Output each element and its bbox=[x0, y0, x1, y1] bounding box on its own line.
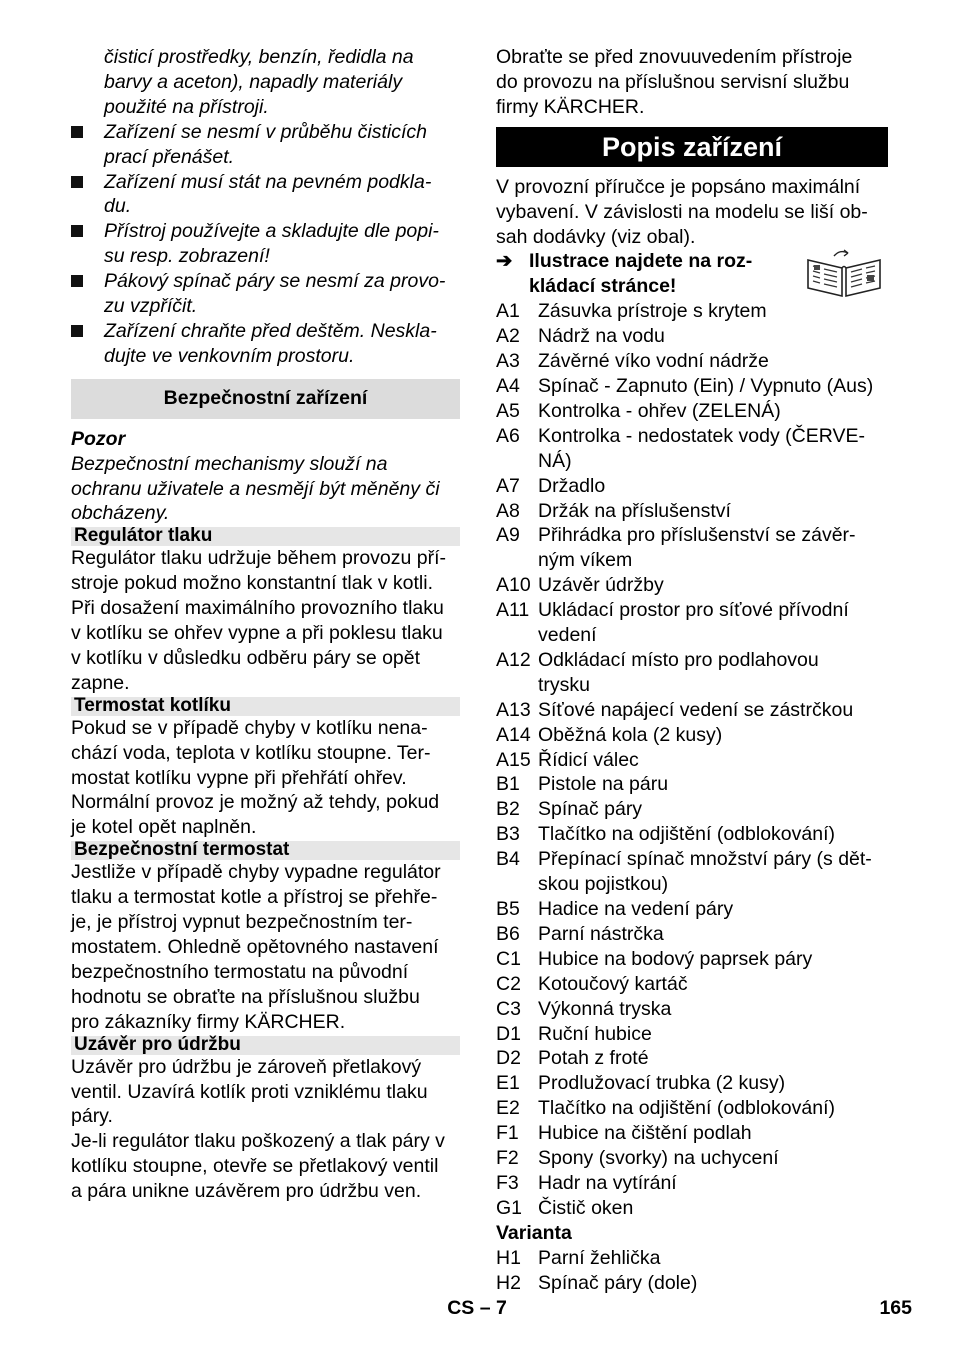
text-line: firmy KÄRCHER. bbox=[496, 95, 645, 118]
section-heading-pressure-regulator: Regulátor tlaku bbox=[71, 527, 460, 546]
text-line: Obraťte se před znovuuvedením přístroje bbox=[496, 46, 853, 68]
text-line: Zásuvka prístroje s krytem bbox=[538, 300, 767, 323]
text-line: Parní nástrčka bbox=[538, 922, 664, 945]
text-line: stroje pokud možno konstantní tlak v kotli. bbox=[71, 572, 434, 595]
text-line: kládací stránce! bbox=[529, 275, 677, 298]
item-code: C2 bbox=[496, 972, 521, 995]
caution-label: Pozor bbox=[71, 427, 126, 450]
list-item bbox=[496, 598, 888, 648]
item-code: B1 bbox=[496, 773, 520, 796]
text-line: Přepínací spínač množství páry (s dět- bbox=[538, 848, 872, 871]
list-item bbox=[496, 947, 888, 972]
item-code: D1 bbox=[496, 1022, 521, 1045]
text-line: Ilustrace najdete na roz- bbox=[529, 250, 753, 273]
item-code: A15 bbox=[496, 748, 531, 771]
item-code: A7 bbox=[496, 474, 520, 497]
item-code: H1 bbox=[496, 1246, 521, 1269]
open-book-icon bbox=[804, 248, 884, 298]
list-item bbox=[496, 797, 888, 822]
right-intro bbox=[496, 45, 888, 120]
text-line: Ukládací prostor pro síťové přívodní bbox=[538, 599, 849, 622]
text-line: zapne. bbox=[71, 671, 130, 694]
text-line: Jestliže v případě chyby vypadne regulátor bbox=[71, 861, 441, 884]
item-code: F2 bbox=[496, 1147, 519, 1170]
list-item bbox=[496, 523, 888, 573]
text-line: do provozu na příslušnou servisní službu bbox=[496, 70, 850, 93]
bullet-item bbox=[71, 319, 460, 369]
text-line: bezpečnostního termostatu na původní bbox=[71, 960, 409, 983]
item-code: C3 bbox=[496, 997, 521, 1020]
text-line: Držadlo bbox=[538, 474, 606, 497]
item-code: F3 bbox=[496, 1171, 519, 1194]
square-bullet-icon bbox=[71, 176, 83, 188]
list-item bbox=[496, 349, 888, 374]
text-line: Normální provoz je možný až tehdy, pokud bbox=[71, 791, 440, 814]
list-item bbox=[496, 772, 888, 797]
text-line: Spínač - Zapnuto (Ein) / Vypnuto (Aus) bbox=[538, 374, 874, 397]
square-bullet-icon bbox=[71, 275, 83, 287]
item-code: B4 bbox=[496, 848, 520, 871]
text-line: sah dodávky (viz obal). bbox=[496, 225, 696, 248]
text-line: ventil. Uzavírá kotlík proti vzniklému tlaku bbox=[71, 1080, 428, 1103]
item-code: G1 bbox=[496, 1196, 523, 1219]
item-code: D2 bbox=[496, 1047, 521, 1070]
item-code: B2 bbox=[496, 798, 520, 821]
list-item bbox=[496, 374, 888, 399]
list-item bbox=[496, 748, 888, 773]
text-line: Oběžná kola (2 kusy) bbox=[538, 723, 723, 746]
text-line: dujte ve venkovním prostoru. bbox=[104, 344, 355, 367]
square-bullet-icon bbox=[71, 225, 83, 237]
text-line: Čistič oken bbox=[538, 1196, 634, 1219]
text-line: Pistole na páru bbox=[538, 773, 669, 796]
text-line: vybavení. V závislosti na modelu se liší ob- bbox=[496, 200, 868, 223]
item-code: A2 bbox=[496, 325, 520, 348]
variant-label: Varianta bbox=[496, 1221, 572, 1244]
text-line: použité na přístroji. bbox=[104, 95, 269, 118]
text-line: hodnotu se obraťte na příslušnou službu bbox=[71, 985, 420, 1008]
text-line: Řídicí válec bbox=[538, 748, 639, 771]
list-item bbox=[496, 847, 888, 897]
section-heading-maintenance-cap: Uzávěr pro údržbu bbox=[71, 1036, 460, 1055]
text-line: Nádrž na vodu bbox=[538, 325, 665, 348]
list-item bbox=[496, 972, 888, 997]
item-code: A6 bbox=[496, 424, 520, 447]
list-item bbox=[496, 1171, 888, 1196]
text-line: barvy a aceton), napadly materiály bbox=[104, 70, 403, 93]
text-line: chází voda, teplota v kotlíku stoupne. Ter- bbox=[71, 741, 431, 764]
bullet-item bbox=[71, 219, 460, 269]
text-line: páry. bbox=[71, 1105, 113, 1128]
text-line: zu vzpříčit. bbox=[104, 295, 198, 318]
square-bullet-icon bbox=[71, 126, 83, 138]
arrow-right-icon: ➔ bbox=[496, 250, 513, 273]
text-line: Uzávěr pro údržbu je zároveň přetlakový bbox=[71, 1055, 422, 1078]
item-code: H2 bbox=[496, 1271, 521, 1294]
text-line: Síťové napájecí vedení se zástrčkou bbox=[538, 698, 854, 721]
section-heading-safety-thermostat: Bezpečnostní termostat bbox=[71, 841, 460, 860]
text-line: Výkonná tryska bbox=[538, 997, 672, 1020]
item-code: F1 bbox=[496, 1122, 519, 1145]
text-line: je, je přístroj vypnut bezpečnostním ter- bbox=[71, 911, 413, 934]
right-column bbox=[496, 45, 888, 1296]
list-item bbox=[496, 1046, 888, 1071]
item-code: A13 bbox=[496, 698, 531, 721]
text-line: Regulátor tlaku udržuje během provozu pří- bbox=[71, 547, 447, 570]
list-item bbox=[496, 399, 888, 424]
text-line: pro zákazníky firmy KÄRCHER. bbox=[71, 1010, 346, 1033]
bullet-item bbox=[71, 120, 460, 170]
text-line: Ruční hubice bbox=[538, 1022, 652, 1045]
list-item bbox=[496, 1071, 888, 1096]
list-item bbox=[496, 1196, 888, 1221]
variant-list bbox=[496, 1246, 888, 1296]
list-item bbox=[496, 299, 888, 324]
left-column bbox=[71, 45, 460, 1204]
left-intro bbox=[71, 45, 460, 120]
text-line: Spínač páry bbox=[538, 798, 643, 821]
text-line: Bezpečnostní mechanismy slouží na bbox=[71, 452, 388, 475]
list-item bbox=[496, 897, 888, 922]
text-line: mostat kotlíku vypne při přehřátí ohřev. bbox=[71, 766, 407, 789]
item-code: A12 bbox=[496, 648, 531, 671]
text-line: kotlíku stoupne, otevře se přetlakový ventil bbox=[71, 1155, 439, 1178]
text-line: je kotel opět naplněn. bbox=[71, 816, 257, 839]
list-item bbox=[496, 1096, 888, 1121]
text-line: obcházeny. bbox=[71, 502, 170, 525]
item-code: E2 bbox=[496, 1097, 520, 1120]
device-description-text bbox=[496, 175, 888, 250]
item-code: A10 bbox=[496, 574, 531, 597]
text-line: v kotlíku se ohřev vypne a při poklesu tlaku bbox=[71, 622, 443, 645]
item-code: A1 bbox=[496, 300, 520, 323]
list-item bbox=[496, 324, 888, 349]
list-item bbox=[496, 1271, 888, 1296]
section-body-pressure-regulator bbox=[71, 546, 460, 695]
item-code: A14 bbox=[496, 723, 531, 746]
text-line: Kontrolka - ohřev (ZELENÁ) bbox=[538, 399, 781, 422]
text-line: Přihrádka pro příslušenství se závěr- bbox=[538, 524, 856, 547]
bullet-item bbox=[71, 269, 460, 319]
list-item bbox=[496, 648, 888, 698]
text-line: Při dosažení maximálního provozního tlaku bbox=[71, 597, 444, 620]
text-line: Zařízení musí stát na pevném podkla- bbox=[104, 170, 432, 193]
text-line: Kotoučový kartáč bbox=[538, 972, 688, 995]
text-line: Odkládací místo pro podlahovou bbox=[538, 648, 819, 671]
list-item bbox=[496, 424, 888, 474]
list-item bbox=[496, 573, 888, 598]
list-item bbox=[496, 822, 888, 847]
list-item bbox=[496, 698, 888, 723]
text-line: skou pojistkou) bbox=[538, 873, 669, 896]
safety-bullet-list bbox=[71, 120, 460, 369]
safety-devices-heading: Bezpečnostní zařízení bbox=[71, 379, 460, 419]
caution-text bbox=[71, 452, 460, 527]
page-footer-label: CS – 7 bbox=[447, 1297, 507, 1319]
item-code: A9 bbox=[496, 524, 520, 547]
text-line: Hubice na bodový paprsek páry bbox=[538, 947, 813, 970]
text-line: ným víkem bbox=[538, 549, 633, 572]
text-line: NÁ) bbox=[538, 449, 572, 472]
text-line: Tlačítko na odjištění (odblokování) bbox=[538, 823, 835, 846]
text-line: a pára unikne uzávěrem pro údržbu ven. bbox=[71, 1180, 422, 1203]
item-code: A8 bbox=[496, 499, 520, 522]
text-line: Potah z froté bbox=[538, 1047, 649, 1070]
item-code: A3 bbox=[496, 350, 520, 373]
text-line: Tlačítko na odjištění (odblokování) bbox=[538, 1097, 835, 1120]
text-line: Závěrné víko vodní nádrže bbox=[538, 350, 769, 373]
section-body-safety-thermostat bbox=[71, 860, 460, 1034]
text-line: V provozní příručce je popsáno maximální bbox=[496, 175, 861, 198]
text-line: Přístroj používejte a skladujte dle popi- bbox=[104, 220, 439, 243]
text-line: mostatem. Ohledně opětovného nastavení bbox=[71, 936, 439, 958]
component-list bbox=[496, 299, 888, 1221]
text-line: Kontrolka - nedostatek vody (ČERVE- bbox=[538, 424, 865, 447]
text-line: Zařízení chraňte před deštěm. Neskla- bbox=[104, 319, 437, 342]
list-item bbox=[496, 1022, 888, 1047]
text-line: prací přenášet. bbox=[104, 145, 235, 168]
list-item bbox=[496, 1146, 888, 1171]
item-code: A4 bbox=[496, 374, 520, 397]
item-code: B3 bbox=[496, 823, 520, 846]
text-line: Držák na příslušenství bbox=[538, 499, 731, 522]
item-code: B6 bbox=[496, 922, 520, 945]
text-line: v kotlíku v důsledku odběru páry se opět bbox=[71, 646, 421, 669]
item-code: C1 bbox=[496, 947, 521, 970]
item-code: A11 bbox=[496, 599, 530, 622]
text-line: Zařízení se nesmí v průběhu čisticích bbox=[104, 120, 427, 143]
device-description-title: Popis zařízení bbox=[496, 127, 888, 167]
list-item bbox=[496, 997, 888, 1022]
text-line: su resp. zobrazení! bbox=[104, 245, 270, 268]
section-body-boiler-thermostat bbox=[71, 716, 460, 841]
text-line: tlaku a termostat kotle a přístroj se přehře- bbox=[71, 886, 438, 909]
list-item bbox=[496, 1121, 888, 1146]
list-item bbox=[496, 922, 888, 947]
text-line: Hubice na čištění podlah bbox=[538, 1122, 752, 1145]
text-line: Hadr na vytírání bbox=[538, 1171, 677, 1194]
text-line: čisticí prostředky, benzín, ředidla na bbox=[104, 46, 414, 68]
text-line: vedení bbox=[538, 624, 597, 647]
text-line: Prodlužovací trubka (2 kusy) bbox=[538, 1072, 786, 1095]
text-line: Uzávěr údržby bbox=[538, 574, 664, 597]
text-line: Parní žehlička bbox=[538, 1246, 661, 1269]
square-bullet-icon bbox=[71, 325, 83, 337]
list-item bbox=[496, 723, 888, 748]
text-line: du. bbox=[104, 195, 132, 218]
text-line: trysku bbox=[538, 673, 591, 696]
item-code: E1 bbox=[496, 1072, 520, 1095]
text-line: Spony (svorky) na uchycení bbox=[538, 1147, 779, 1170]
item-code: B5 bbox=[496, 898, 520, 920]
text-line: Pokud se v případě chyby v kotlíku nena- bbox=[71, 716, 428, 739]
text-line: ochranu uživatele a nesmějí být měněny či bbox=[71, 477, 440, 500]
page-number: 165 bbox=[879, 1297, 912, 1319]
text-line: Pákový spínač páry se nesmí za provo- bbox=[104, 270, 446, 293]
bullet-item bbox=[71, 170, 460, 220]
section-body-maintenance-cap bbox=[71, 1055, 460, 1204]
list-item bbox=[496, 499, 888, 524]
list-item bbox=[496, 1246, 888, 1271]
text-line: Hadice na vedení páry bbox=[538, 898, 734, 920]
text-line: Je-li regulátor tlaku poškozený a tlak páry v bbox=[71, 1130, 445, 1153]
item-code: A5 bbox=[496, 399, 520, 422]
section-heading-boiler-thermostat: Termostat kotlíku bbox=[71, 697, 460, 716]
list-item bbox=[496, 474, 888, 499]
text-line: Spínač páry (dole) bbox=[538, 1271, 698, 1294]
